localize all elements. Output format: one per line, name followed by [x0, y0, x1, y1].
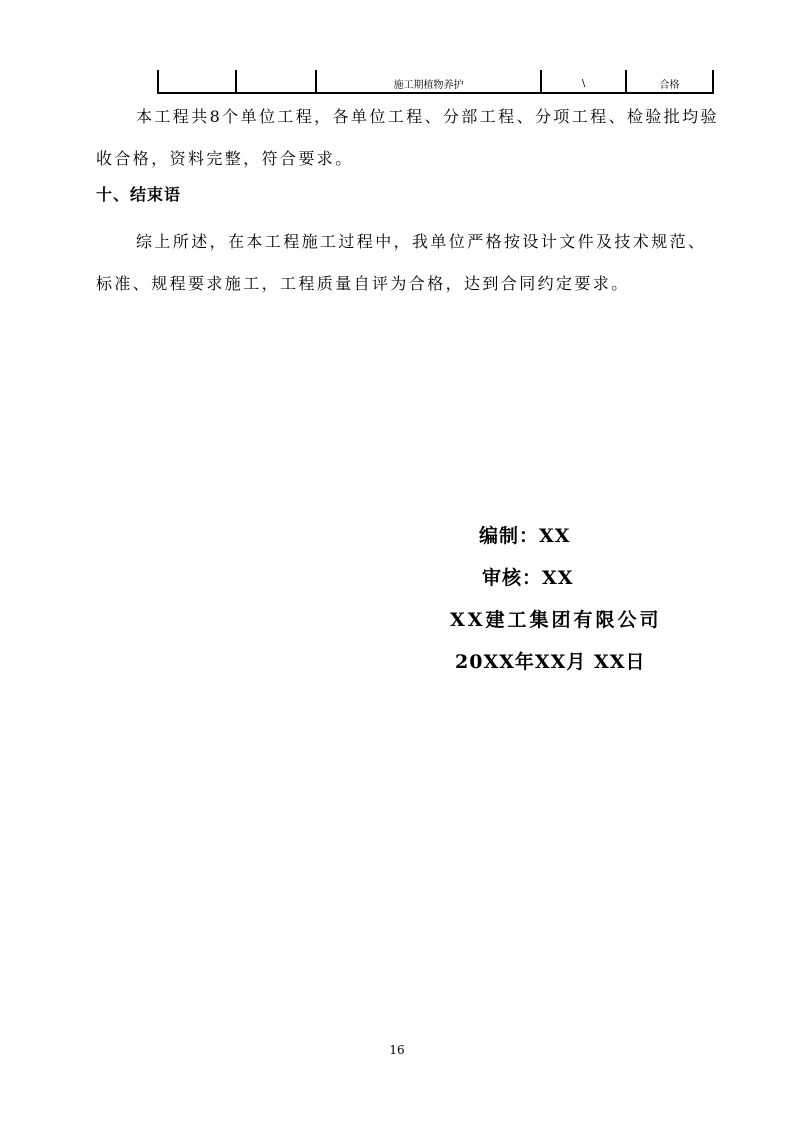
- conclusion-paragraph: 综上所述，在本工程施工过程中，我单位严格按设计文件及技术规范、标准、规程要求施工，工程质量自评为合格，达到合同约定要求。: [96, 232, 707, 293]
- table-cell-marker: \: [541, 70, 626, 93]
- table-cell-result: 合格: [626, 70, 713, 93]
- table-cell-blank-2: [236, 70, 316, 93]
- table-row: [158, 70, 713, 93]
- summary-paragraph: 本工程共8个单位工程，各单位工程、分部工程、分项工程、检验批均验收合格，资料完整，符合要求。: [96, 107, 719, 168]
- page-number: 16: [389, 1043, 405, 1057]
- table-cell-item: 施工期植物养护: [316, 70, 541, 93]
- company-name: XX建工集团有限公司: [450, 609, 662, 631]
- quality-table-last-row: [157, 70, 714, 94]
- compiler-signature: 编制：XX: [479, 525, 571, 547]
- table-cell-blank-1: [158, 70, 236, 93]
- section-heading: 十、结束语: [96, 185, 182, 204]
- signature-date: 20XX年XX月 XX日: [455, 651, 646, 673]
- reviewer-signature: 审核：XX: [482, 567, 574, 589]
